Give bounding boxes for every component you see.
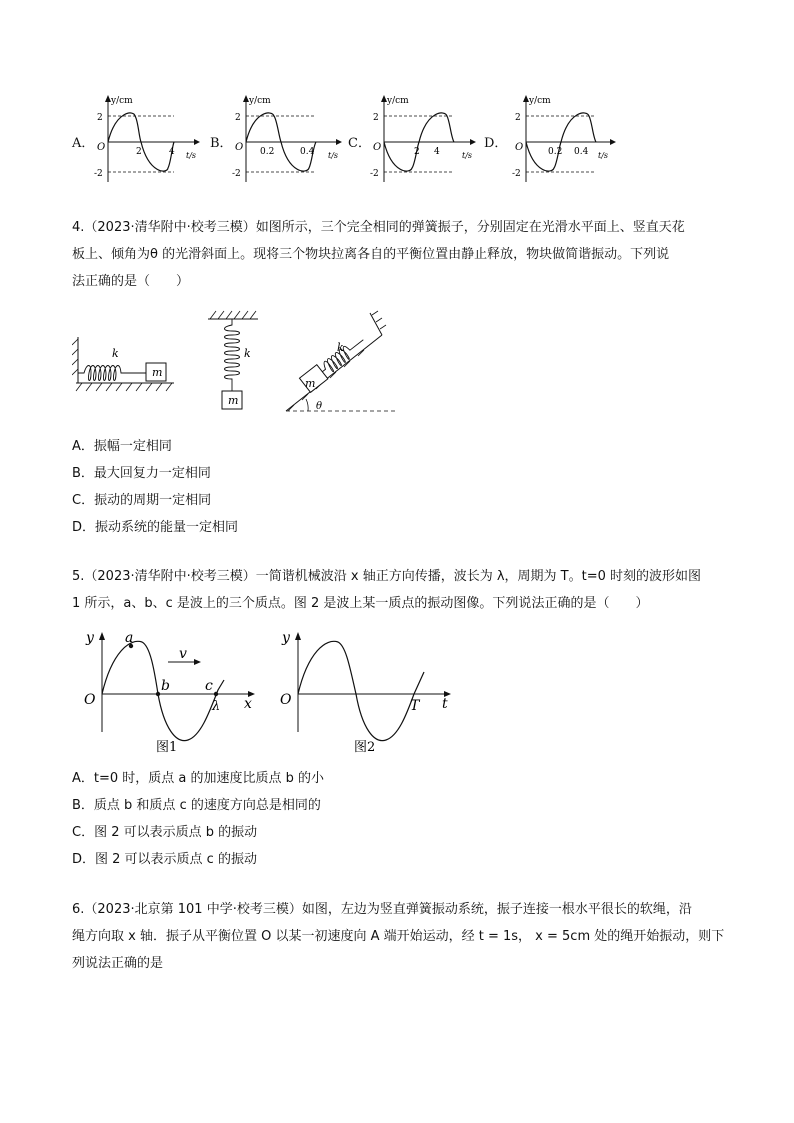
tick-1: 2: [136, 147, 142, 157]
q4-option-d[interactable]: D．振动系统的能量一定相同: [72, 520, 239, 535]
spring-oscillators-figure: [72, 305, 412, 417]
q6-stem-line-3: 列说法正确的是: [72, 956, 164, 971]
amp-label: 2: [373, 113, 379, 123]
x-axis-label: x: [244, 696, 252, 712]
t-axis-label: t: [442, 696, 448, 712]
q4-stem-line-2: 板上、倾角为θ 的光滑斜面上。现将三个物块拉离各自的平衡位置由静止释放，物块做简谐振动。下列说: [72, 247, 670, 262]
q4-option-a[interactable]: A．振幅一定相同: [72, 439, 172, 454]
y-axis-label: y/cm: [111, 96, 133, 106]
option-label: D．: [484, 136, 508, 151]
horizontal-spring-system: [72, 337, 174, 391]
q4-stem-line-3: 法正确的是（ ）: [72, 274, 190, 289]
lambda-label: λ: [212, 699, 221, 714]
t-axis-label: t/s: [462, 151, 473, 160]
fig2-caption: 图2: [354, 740, 376, 755]
mass-label-2: m: [228, 394, 239, 407]
t-axis-label: t/s: [186, 151, 197, 160]
option-label: B．: [210, 136, 233, 151]
point-a-label: a: [125, 630, 134, 646]
velocity-label: v: [179, 646, 187, 662]
point-c-label: c: [205, 678, 213, 694]
tick-1: 0.2: [260, 147, 275, 157]
neg-amp-label: -2: [232, 169, 241, 179]
tick-1: 0.2: [548, 147, 563, 157]
q5-stem-line-2: 1 所示，a、b、c 是波上的三个质点。图 2 是波上某一质点的振动图像。下列说法正确的是（ ）: [72, 596, 649, 611]
q5-option-a[interactable]: A．t=0 时，质点 a 的加速度比质点 b 的小: [72, 771, 325, 786]
period-label: T: [410, 698, 420, 714]
origin-label: O: [280, 692, 292, 708]
sine-graph-c: [370, 92, 484, 187]
vertical-spring-system: [208, 311, 258, 409]
origin-label: O: [84, 692, 96, 708]
q3-option-c[interactable]: [348, 92, 483, 187]
amp-label: 2: [235, 113, 241, 123]
neg-amp-label: -2: [370, 169, 379, 179]
wave-figure-2: [278, 628, 458, 758]
y-axis-label: y/cm: [387, 96, 409, 106]
point-b-label: b: [161, 678, 170, 694]
sine-graph-b: [232, 92, 350, 187]
q6-stem-line-1: 6.（2023·北京第 101 中学·校考三模）如图，左边为竖直弹簧振动系统，振子连接一根水平很长的软绳，沿: [72, 902, 692, 917]
q3-option-a[interactable]: [72, 92, 202, 187]
q5-option-c[interactable]: C．图 2 可以表示质点 b 的振动: [72, 825, 258, 840]
k-label-3: k: [337, 341, 344, 354]
q5-option-b[interactable]: B．质点 b 和质点 c 的速度方向总是相同的: [72, 798, 321, 813]
mass-label-1: m: [152, 366, 163, 379]
origin-label: O: [235, 142, 244, 153]
sine-graph-d: [512, 92, 624, 187]
t-axis-label: t/s: [598, 151, 609, 160]
y-axis-label: y/cm: [529, 96, 551, 106]
sine-graph-a: [94, 92, 204, 187]
tick-2: 0.4: [300, 147, 315, 157]
y-axis-label: y/cm: [249, 96, 271, 106]
option-label: C．: [348, 136, 371, 151]
tick-2: 4: [169, 147, 175, 157]
q4-option-b[interactable]: B．最大回复力一定相同: [72, 466, 211, 481]
tick-2: 4: [434, 147, 440, 157]
origin-label: O: [515, 142, 524, 153]
origin-label: O: [97, 142, 106, 153]
q5-option-d[interactable]: D．图 2 可以表示质点 c 的振动: [72, 852, 257, 867]
y-axis-label: y: [282, 630, 290, 646]
neg-amp-label: -2: [94, 169, 103, 179]
amp-label: 2: [97, 113, 103, 123]
y-axis-label: y: [86, 630, 94, 646]
q4-stem-line-1: 4.（2023·清华附中·校考三模）如图所示，三个完全相同的弹簧振子，分别固定在光滑水平面上、竖直天花: [72, 220, 685, 235]
tick-1: 2: [414, 147, 420, 157]
option-label: A．: [72, 136, 95, 151]
mass-label-3: m: [305, 377, 316, 390]
origin-label: O: [373, 142, 382, 153]
q4-option-c[interactable]: C．振动的周期一定相同: [72, 493, 212, 508]
k-label-2: k: [244, 347, 251, 360]
t-axis-label: t/s: [328, 151, 339, 160]
wave-figure-1: [72, 628, 262, 758]
neg-amp-label: -2: [512, 169, 521, 179]
q3-option-d[interactable]: [484, 92, 624, 187]
q3-option-b[interactable]: [210, 92, 350, 187]
q5-stem-line-1: 5.（2023·清华附中·校考三模）一简谐机械波沿 x 轴正方向传播，波长为 λ，周期为 T。t=0 时刻的波形如图: [72, 569, 702, 584]
tick-2: 0.4: [574, 147, 589, 157]
fig1-caption: 图1: [156, 740, 178, 755]
k-label-1: k: [112, 347, 119, 360]
amp-label: 2: [515, 113, 521, 123]
theta-label: θ: [316, 401, 323, 412]
q6-stem-line-2: 绳方向取 x 轴．振子从平衡位置 O 以某一初速度向 A 端开始运动，经 t = 1s， x = 5cm 处的绳开始振动，则下: [72, 929, 725, 944]
incline-spring-system: [286, 311, 398, 412]
